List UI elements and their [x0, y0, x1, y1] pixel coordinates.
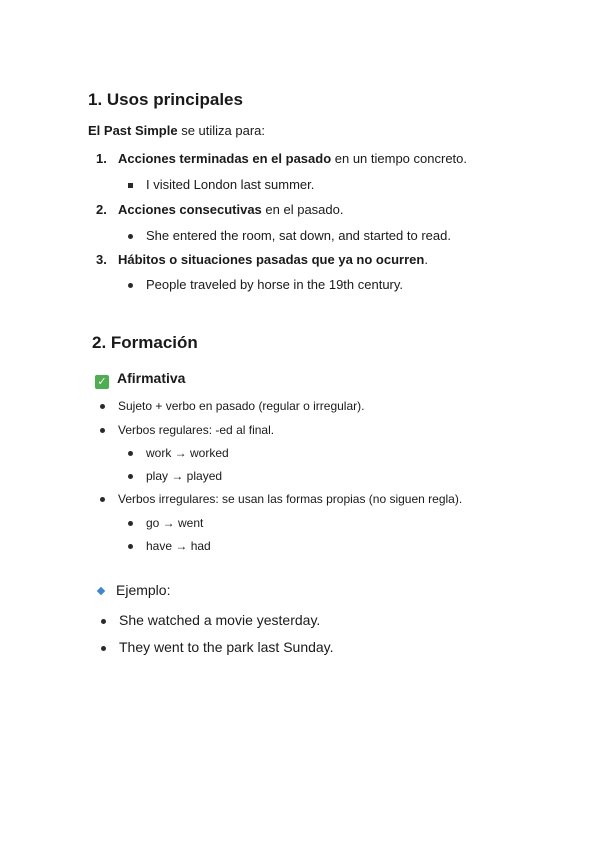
example-sentence: They went to the park last Sunday. [119, 639, 334, 655]
section-title-formacion: 2. Formación [92, 333, 198, 352]
subtitle-afirmativa [95, 370, 185, 389]
bullet-text: Verbos regulares: -ed al final. [118, 423, 275, 437]
list-number: 1. [96, 151, 107, 166]
bullet-text: Sujeto + verbo en pasado (regular o irregular). [118, 399, 365, 413]
item-bold: Hábitos o situaciones pasadas que ya no ocurren [118, 252, 425, 267]
example-heading [98, 582, 170, 598]
example-label: Ejemplo: [116, 582, 171, 598]
bullet-icon [128, 234, 133, 239]
bullet-icon [101, 646, 106, 651]
list-item [100, 399, 364, 413]
intro-rest: se utiliza para: [177, 123, 266, 138]
list-number: 2. [96, 202, 107, 217]
list-number: 3. [96, 252, 107, 267]
list-item [96, 151, 467, 166]
list-item-example [128, 516, 203, 530]
bullet-icon [128, 451, 133, 456]
bullet-icon [100, 428, 105, 433]
example-text: work → worked [146, 446, 229, 460]
list-item [100, 423, 274, 437]
list-item [96, 202, 343, 217]
example-text: go → went [146, 516, 204, 530]
item-rest: en el pasado. [261, 202, 344, 217]
list-item-example [128, 177, 314, 192]
bullet-icon [100, 497, 105, 502]
subtitle-text: Afirmativa [117, 370, 186, 386]
bullet-icon [128, 544, 133, 549]
example-text: She entered the room, sat down, and started to read. [146, 228, 451, 243]
bullet-icon [128, 283, 133, 288]
example-text: play → played [146, 469, 223, 483]
checkmark-icon: ✓ [95, 375, 109, 389]
example-sentence: She watched a movie yesterday. [119, 612, 321, 628]
list-item-example [128, 277, 403, 292]
bullet-icon [128, 474, 133, 479]
example-text: People traveled by horse in the 19th century. [146, 277, 404, 292]
list-item-example [128, 446, 229, 460]
section-title-usos: 1. Usos principales [88, 90, 243, 109]
list-item-example [128, 469, 222, 483]
bullet-icon [101, 619, 106, 624]
list-item-example [128, 228, 451, 243]
list-item [100, 492, 462, 506]
example-text: have → had [146, 539, 211, 553]
item-bold: Acciones terminadas en el pasado [118, 151, 332, 166]
bullet-text: Verbos irregulares: se usan las formas propias (no siguen regla). [118, 492, 463, 506]
diamond-icon [97, 587, 105, 595]
item-rest: en un tiempo concreto. [331, 151, 467, 166]
intro-bold: El Past Simple [88, 123, 178, 138]
list-item [101, 639, 334, 655]
list-item [101, 612, 320, 628]
item-rest: . [424, 252, 428, 267]
bullet-icon [100, 404, 105, 409]
list-item [96, 252, 428, 267]
bullet-icon [128, 521, 133, 526]
list-item-example [128, 539, 211, 553]
item-bold: Acciones consecutivas [118, 202, 262, 217]
intro-text [88, 123, 265, 138]
example-text: I visited London last summer. [146, 177, 315, 192]
square-bullet-icon [128, 183, 133, 188]
